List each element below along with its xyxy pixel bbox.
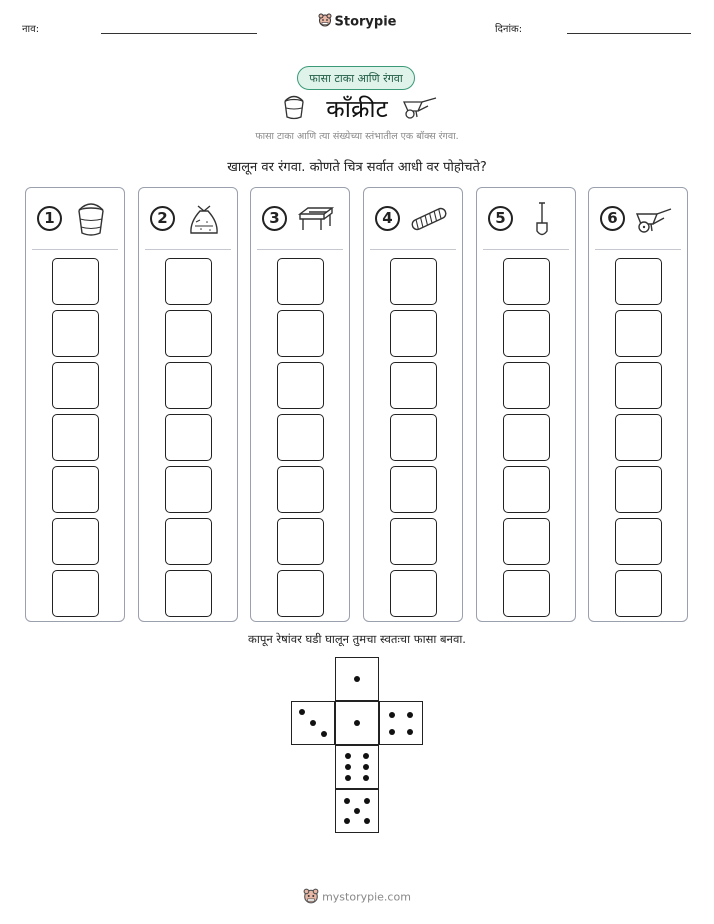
column-number: 1 [37,206,62,231]
date-label: दिनांक: [495,24,523,35]
color-box[interactable] [390,414,437,461]
color-box[interactable] [615,518,662,565]
mixing-trough-icon [297,200,335,238]
pip [363,753,369,759]
dice-face-3 [291,701,335,745]
color-box[interactable] [615,466,662,513]
color-box[interactable] [165,466,212,513]
column-divider [145,249,231,250]
column-divider [32,249,118,250]
color-box[interactable] [390,362,437,409]
footer-url[interactable]: mystorypie.com [322,890,411,904]
color-box[interactable] [503,414,550,461]
column-6 [588,187,688,622]
column-number: 4 [375,206,400,231]
pip [354,676,360,682]
instruction-text: खालून वर रंगवा. कोणते चित्र सर्वात आधी वर पोहोचते? [227,160,487,175]
pip [364,818,370,824]
column-2 [138,187,238,622]
color-box[interactable] [165,518,212,565]
wheelbarrow-icon [402,94,438,120]
storypie-mascot-icon [303,888,319,907]
color-box[interactable] [503,466,550,513]
pip [363,775,369,781]
pip [389,729,395,735]
color-box[interactable] [52,258,99,305]
color-box[interactable] [390,310,437,357]
name-label: नाव: [22,24,40,35]
pip [344,818,350,824]
column-number: 2 [150,206,175,231]
column-1 [25,187,125,622]
date-line[interactable] [567,33,691,34]
color-box[interactable] [277,570,324,617]
color-box[interactable] [615,570,662,617]
color-box[interactable] [390,518,437,565]
color-box[interactable] [52,570,99,617]
pip [354,808,360,814]
pip [344,798,350,804]
wheelbarrow-icon [635,200,673,238]
pip [321,731,327,737]
column-number: 5 [488,206,513,231]
color-box[interactable] [277,518,324,565]
dice-face-1-center [335,701,379,745]
color-box[interactable] [615,414,662,461]
pip [354,720,360,726]
shovel-icon [523,200,561,238]
column-divider [483,249,569,250]
dice-face-1 [335,657,379,701]
name-line[interactable] [101,33,257,34]
color-box[interactable] [165,414,212,461]
column-5 [476,187,576,622]
color-box[interactable] [615,258,662,305]
column-divider [370,249,456,250]
color-box[interactable] [52,310,99,357]
column-number: 6 [600,206,625,231]
color-box[interactable] [165,362,212,409]
color-box[interactable] [390,466,437,513]
pip [389,712,395,718]
color-box[interactable] [390,570,437,617]
storypie-mascot-icon [318,13,332,31]
pip [299,709,305,715]
dice-face-4 [379,701,423,745]
column-4 [363,187,463,622]
column-number: 3 [262,206,287,231]
pip [407,729,413,735]
color-box[interactable] [277,414,324,461]
dice-face-5 [335,789,379,833]
color-box[interactable] [277,310,324,357]
page-title: काँक्रीट [326,95,388,123]
color-box[interactable] [277,466,324,513]
activity-pill: फासा टाका आणि रंगवा [297,66,415,90]
color-box[interactable] [503,258,550,305]
pip [345,764,351,770]
color-box[interactable] [165,310,212,357]
color-box[interactable] [615,310,662,357]
pip [345,753,351,759]
color-box[interactable] [503,310,550,357]
color-box[interactable] [52,414,99,461]
column-divider [257,249,343,250]
color-box[interactable] [277,362,324,409]
color-box[interactable] [503,518,550,565]
bucket-icon [72,200,110,238]
pip [310,720,316,726]
color-box[interactable] [503,362,550,409]
page-subtitle: फासा टाका आणि त्या संख्येच्या स्तंभातील एक बॉक्स रंगवा. [255,131,459,142]
color-box[interactable] [277,258,324,305]
brand-logo [0,13,714,31]
color-box[interactable] [165,258,212,305]
color-box[interactable] [52,362,99,409]
pip [407,712,413,718]
rebar-icon [410,200,448,238]
pip [345,775,351,781]
color-box[interactable] [615,362,662,409]
color-box[interactable] [390,258,437,305]
cement-sack-icon [185,200,223,238]
cut-instruction: कापून रेषांवर घडी घालून तुमचा स्वतःचा फासा बनवा. [248,632,466,646]
footer [0,888,714,907]
column-divider [595,249,681,250]
color-box[interactable] [165,570,212,617]
brand-name: Storypie [334,14,397,30]
dice-face-6 [335,745,379,789]
color-box[interactable] [52,518,99,565]
column-3 [250,187,350,622]
pip [363,764,369,770]
pip [364,798,370,804]
color-box[interactable] [503,570,550,617]
color-box[interactable] [52,466,99,513]
